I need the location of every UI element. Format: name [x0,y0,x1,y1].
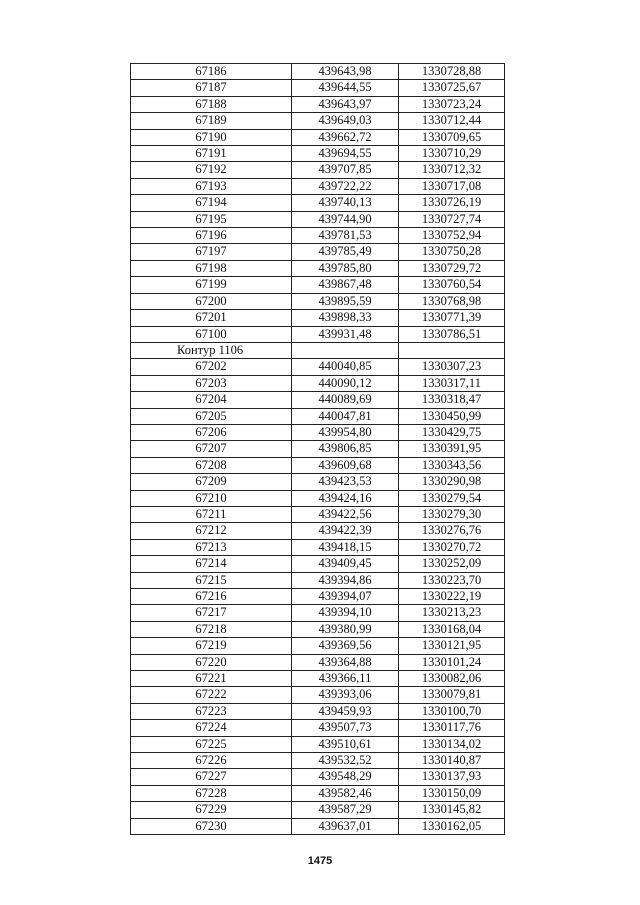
x-coordinate-cell: 439459,93 [292,703,399,719]
table-row [131,146,505,162]
point-number-cell: 67202 [131,359,292,375]
point-number-cell: 67212 [131,523,292,539]
x-coordinate-cell: 439785,49 [292,244,399,260]
point-number-cell: 67200 [131,293,292,309]
point-number-cell: 67227 [131,769,292,785]
table-row [131,654,505,670]
x-coordinate-cell: 439644,55 [292,80,399,96]
x-coordinate-cell: 439507,73 [292,720,399,736]
y-coordinate-cell: 1330082,06 [399,671,505,687]
x-coordinate-cell: 439532,52 [292,753,399,769]
y-coordinate-cell: 1330752,94 [399,228,505,244]
table-row [131,621,505,637]
x-coordinate-cell: 439740,13 [292,195,399,211]
section-label: Контур 1106 [131,342,292,358]
table-row [131,310,505,326]
point-number-cell: 67218 [131,621,292,637]
x-coordinate-cell: 439643,97 [292,96,399,112]
point-number-cell: 67196 [131,228,292,244]
x-coordinate-cell: 439609,68 [292,457,399,473]
point-number-cell: 67189 [131,113,292,129]
point-number-cell: 67193 [131,178,292,194]
y-coordinate-cell: 1330768,98 [399,293,505,309]
x-coordinate-cell: 439694,55 [292,146,399,162]
point-number-cell: 67195 [131,211,292,227]
table-row [131,64,505,80]
point-number-cell: 67215 [131,572,292,588]
empty-cell [292,342,399,358]
x-coordinate-cell: 439707,85 [292,162,399,178]
coordinates-table [130,63,505,835]
point-number-cell: 67186 [131,64,292,80]
point-number-cell: 67208 [131,457,292,473]
y-coordinate-cell: 1330318,47 [399,392,505,408]
x-coordinate-cell: 439409,45 [292,556,399,572]
table-row [131,441,505,457]
table-row [131,408,505,424]
x-coordinate-cell: 439394,10 [292,605,399,621]
table-row [131,490,505,506]
table-row [131,457,505,473]
x-coordinate-cell: 439643,98 [292,64,399,80]
x-coordinate-cell: 439954,80 [292,424,399,440]
y-coordinate-cell: 1330429,75 [399,424,505,440]
x-coordinate-cell: 440040,85 [292,359,399,375]
x-coordinate-cell: 439369,56 [292,638,399,654]
point-number-cell: 67225 [131,736,292,752]
table-row [131,769,505,785]
table-row [131,211,505,227]
y-coordinate-cell: 1330134,02 [399,736,505,752]
table-row [131,474,505,490]
point-number-cell: 67198 [131,260,292,276]
point-number-cell: 67192 [131,162,292,178]
y-coordinate-cell: 1330727,74 [399,211,505,227]
point-number-cell: 67220 [131,654,292,670]
point-number-cell: 67188 [131,96,292,112]
point-number-cell: 67210 [131,490,292,506]
table-row [131,523,505,539]
y-coordinate-cell: 1330710,29 [399,146,505,162]
point-number-cell: 67223 [131,703,292,719]
x-coordinate-cell: 439424,16 [292,490,399,506]
table-row [131,785,505,801]
table-row [131,605,505,621]
point-number-cell: 67203 [131,375,292,391]
table-row [131,802,505,818]
y-coordinate-cell: 1330079,81 [399,687,505,703]
empty-cell [399,342,505,358]
table-row [131,195,505,211]
point-number-cell: 67226 [131,753,292,769]
coordinates-table-body [131,64,505,835]
x-coordinate-cell: 439662,72 [292,129,399,145]
x-coordinate-cell: 439366,11 [292,671,399,687]
x-coordinate-cell: 439510,61 [292,736,399,752]
y-coordinate-cell: 1330307,23 [399,359,505,375]
y-coordinate-cell: 1330145,82 [399,802,505,818]
point-number-cell: 67211 [131,506,292,522]
point-number-cell: 67199 [131,277,292,293]
point-number-cell: 67216 [131,589,292,605]
x-coordinate-cell: 439806,85 [292,441,399,457]
table-row [131,392,505,408]
y-coordinate-cell: 1330728,88 [399,64,505,80]
point-number-cell: 67228 [131,785,292,801]
x-coordinate-cell: 439649,03 [292,113,399,129]
y-coordinate-cell: 1330223,70 [399,572,505,588]
y-coordinate-cell: 1330252,09 [399,556,505,572]
x-coordinate-cell: 439785,80 [292,260,399,276]
point-number-cell: 67213 [131,539,292,555]
y-coordinate-cell: 1330279,30 [399,506,505,522]
table-row [131,96,505,112]
table-row [131,720,505,736]
x-coordinate-cell: 439781,53 [292,228,399,244]
table-row [131,572,505,588]
y-coordinate-cell: 1330723,24 [399,96,505,112]
y-coordinate-cell: 1330270,72 [399,539,505,555]
y-coordinate-cell: 1330717,08 [399,178,505,194]
y-coordinate-cell: 1330279,54 [399,490,505,506]
y-coordinate-cell: 1330760,54 [399,277,505,293]
y-coordinate-cell: 1330786,51 [399,326,505,342]
x-coordinate-cell: 439898,33 [292,310,399,326]
x-coordinate-cell: 439587,29 [292,802,399,818]
table-row [131,293,505,309]
y-coordinate-cell: 1330162,05 [399,818,505,834]
y-coordinate-cell: 1330290,98 [399,474,505,490]
point-number-cell: 67217 [131,605,292,621]
point-number-cell: 67209 [131,474,292,490]
x-coordinate-cell: 439722,22 [292,178,399,194]
x-coordinate-cell: 439423,53 [292,474,399,490]
point-number-cell: 67229 [131,802,292,818]
point-number-cell: 67204 [131,392,292,408]
x-coordinate-cell: 440090,12 [292,375,399,391]
table-row [131,375,505,391]
x-coordinate-cell: 439364,88 [292,654,399,670]
table-row [131,638,505,654]
table-row [131,359,505,375]
x-coordinate-cell: 439867,48 [292,277,399,293]
table-row [131,703,505,719]
point-number-cell: 67187 [131,80,292,96]
point-number-cell: 67205 [131,408,292,424]
y-coordinate-cell: 1330725,67 [399,80,505,96]
table-row [131,162,505,178]
x-coordinate-cell: 439422,39 [292,523,399,539]
point-number-cell: 67230 [131,818,292,834]
point-number-cell: 67221 [131,671,292,687]
y-coordinate-cell: 1330121,95 [399,638,505,654]
y-coordinate-cell: 1330222,19 [399,589,505,605]
table-row [131,671,505,687]
table-row [131,277,505,293]
point-number-cell: 67207 [131,441,292,457]
table-row [131,326,505,342]
x-coordinate-cell: 439418,15 [292,539,399,555]
y-coordinate-cell: 1330712,32 [399,162,505,178]
y-coordinate-cell: 1330168,04 [399,621,505,637]
x-coordinate-cell: 439393,06 [292,687,399,703]
x-coordinate-cell: 439895,59 [292,293,399,309]
point-number-cell: 67190 [131,129,292,145]
point-number-cell: 67194 [131,195,292,211]
x-coordinate-cell: 440089,69 [292,392,399,408]
table-row [131,818,505,834]
y-coordinate-cell: 1330100,70 [399,703,505,719]
y-coordinate-cell: 1330450,99 [399,408,505,424]
y-coordinate-cell: 1330101,24 [399,654,505,670]
table-row [131,244,505,260]
table-row [131,260,505,276]
y-coordinate-cell: 1330343,56 [399,457,505,473]
y-coordinate-cell: 1330726,19 [399,195,505,211]
table-row [131,228,505,244]
table-row [131,129,505,145]
y-coordinate-cell: 1330391,95 [399,441,505,457]
point-number-cell: 67224 [131,720,292,736]
point-number-cell: 67214 [131,556,292,572]
x-coordinate-cell: 439394,86 [292,572,399,588]
y-coordinate-cell: 1330317,11 [399,375,505,391]
y-coordinate-cell: 1330709,65 [399,129,505,145]
x-coordinate-cell: 439744,90 [292,211,399,227]
x-coordinate-cell: 440047,81 [292,408,399,424]
y-coordinate-cell: 1330276,76 [399,523,505,539]
section-header-row [131,342,505,358]
x-coordinate-cell: 439394,07 [292,589,399,605]
y-coordinate-cell: 1330729,72 [399,260,505,276]
table-row [131,753,505,769]
table-row [131,556,505,572]
point-number-cell: 67219 [131,638,292,654]
y-coordinate-cell: 1330137,93 [399,769,505,785]
point-number-cell: 67201 [131,310,292,326]
table-row [131,687,505,703]
table-row [131,113,505,129]
y-coordinate-cell: 1330117,76 [399,720,505,736]
y-coordinate-cell: 1330150,09 [399,785,505,801]
point-number-cell: 67206 [131,424,292,440]
y-coordinate-cell: 1330750,28 [399,244,505,260]
point-number-cell: 67222 [131,687,292,703]
x-coordinate-cell: 439422,56 [292,506,399,522]
y-coordinate-cell: 1330771,39 [399,310,505,326]
x-coordinate-cell: 439380,99 [292,621,399,637]
table-row [131,178,505,194]
y-coordinate-cell: 1330140,87 [399,753,505,769]
table-row [131,736,505,752]
table-row [131,424,505,440]
y-coordinate-cell: 1330213,23 [399,605,505,621]
page-number: 1475 [307,855,333,867]
x-coordinate-cell: 439931,48 [292,326,399,342]
table-row [131,539,505,555]
point-number-cell: 67191 [131,146,292,162]
point-number-cell: 67197 [131,244,292,260]
table-row [131,589,505,605]
point-number-cell: 67100 [131,326,292,342]
x-coordinate-cell: 439582,46 [292,785,399,801]
y-coordinate-cell: 1330712,44 [399,113,505,129]
x-coordinate-cell: 439637,01 [292,818,399,834]
x-coordinate-cell: 439548,29 [292,769,399,785]
table-row [131,80,505,96]
table-row [131,506,505,522]
